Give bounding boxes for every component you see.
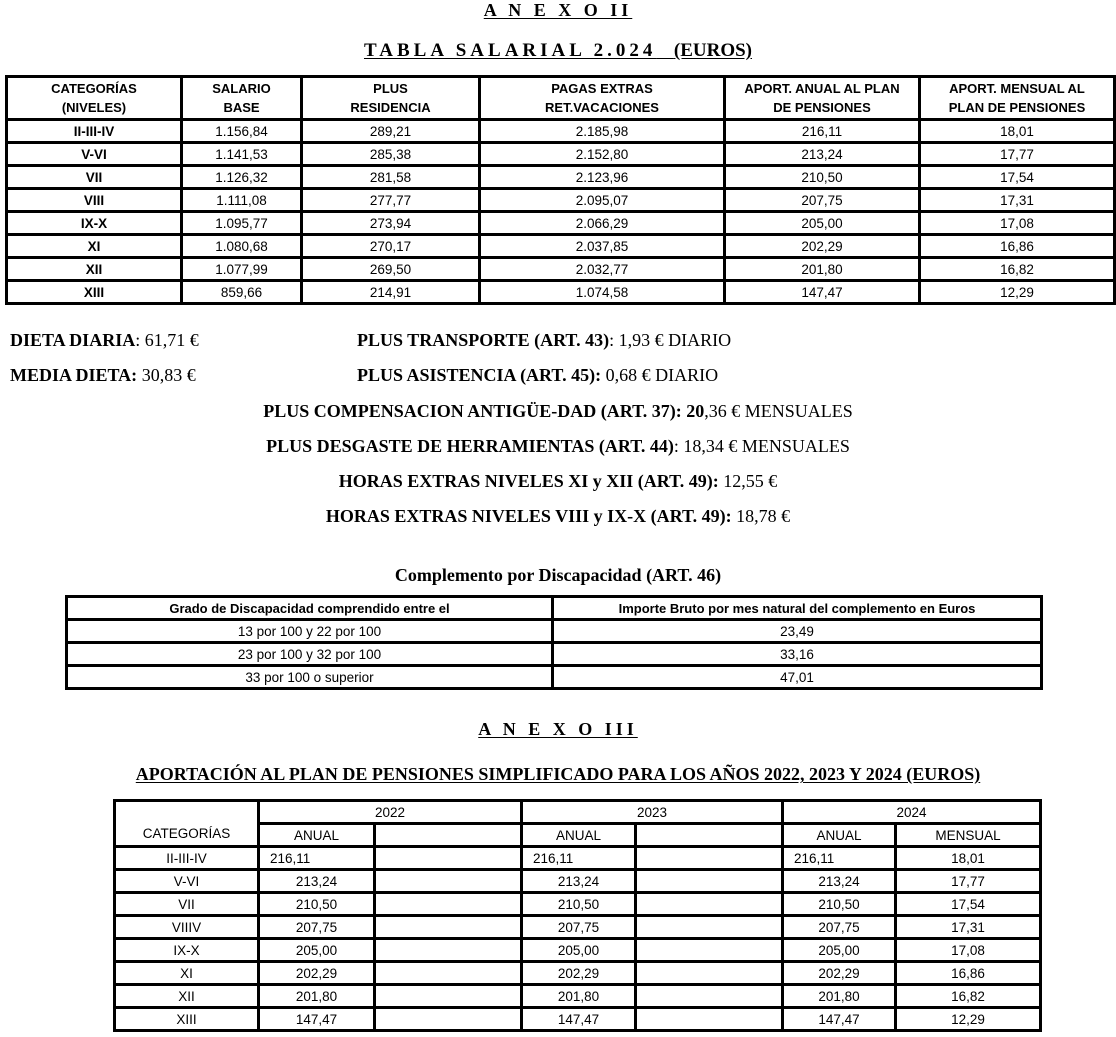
horas-extras-viii-ix: HORAS EXTRAS NIVELES VIII y IX-X (ART. 49): 18,78 €	[325, 506, 791, 526]
cell-categoria: IX-X	[7, 212, 182, 235]
subheader-2024-anual: ANUAL	[783, 824, 896, 847]
cell-2024-mensual: 17,77	[896, 870, 1041, 893]
cell-2023-anual: 202,29	[522, 962, 636, 985]
salary-table-header-row	[7, 77, 1115, 120]
cell-2024-anual: 210,50	[783, 893, 896, 916]
pension-table-row	[115, 985, 1041, 1008]
disability-table-row	[67, 643, 1042, 666]
cell-salario-base: 1.126,32	[182, 166, 302, 189]
cell-2024-mensual: 17,08	[896, 939, 1041, 962]
subheader-2022-blank	[375, 824, 522, 847]
cell-salario-base: 1.080,68	[182, 235, 302, 258]
cell-plus-residencia: 277,77	[302, 189, 480, 212]
anexo-iii-title: A N E X O III	[478, 719, 638, 739]
cell-pagas-extras: 2.123,96	[480, 166, 725, 189]
disability-table	[65, 595, 1043, 690]
cell-2024-anual: 207,75	[783, 916, 896, 939]
disability-table-row	[67, 666, 1042, 689]
cell-grado: 33 por 100 o superior	[67, 666, 553, 689]
header-importe: Importe Bruto por mes natural del complemento en Euros	[553, 597, 1042, 620]
cell-2022-anual: 205,00	[259, 939, 375, 962]
pension-table-row	[115, 1008, 1041, 1031]
cell-pagas-extras: 2.185,98	[480, 120, 725, 143]
cell-2022-blank	[375, 962, 522, 985]
cell-2023-blank	[636, 870, 783, 893]
cell-aport-mensual: 17,08	[920, 212, 1115, 235]
cell-grado: 23 por 100 y 32 por 100	[67, 643, 553, 666]
plus-compensacion: PLUS COMPENSACION ANTIGÜE-DAD (ART. 37): 20,36 € MENSUALES	[263, 401, 853, 421]
pension-table-row	[115, 847, 1041, 870]
cell-aport-mensual: 17,77	[920, 143, 1115, 166]
header-salario-base: SALARIO BASE	[182, 77, 302, 120]
cell-2024-mensual: 16,82	[896, 985, 1041, 1008]
salary-table-row	[7, 143, 1115, 166]
cell-pagas-extras: 2.032,77	[480, 258, 725, 281]
pension-table-row	[115, 870, 1041, 893]
cell-2022-blank	[375, 870, 522, 893]
cell-2024-anual: 147,47	[783, 1008, 896, 1031]
cell-2024-anual: 205,00	[783, 939, 896, 962]
cell-plus-residencia: 270,17	[302, 235, 480, 258]
cell-pagas-extras: 2.152,80	[480, 143, 725, 166]
cell-categoria: VIII	[7, 189, 182, 212]
salary-table-row	[7, 120, 1115, 143]
cell-salario-base: 1.141,53	[182, 143, 302, 166]
plus-transporte: PLUS TRANSPORTE (ART. 43): 1,93 € DIARIO	[357, 330, 732, 350]
salary-table	[5, 75, 1116, 305]
disability-title: Complemento por Discapacidad (ART. 46)	[394, 565, 722, 585]
pension-table	[113, 799, 1042, 1032]
cell-pagas-extras: 1.074,58	[480, 281, 725, 304]
cell-2023-anual: 216,11	[522, 847, 636, 870]
cell-2024-anual: 213,24	[783, 870, 896, 893]
cell-2023-blank	[636, 962, 783, 985]
cell-aport-anual: 202,29	[725, 235, 920, 258]
cell-2023-blank	[636, 1008, 783, 1031]
cell-2023-anual: 213,24	[522, 870, 636, 893]
cell-2023-blank	[636, 985, 783, 1008]
cell-2024-anual: 216,11	[783, 847, 896, 870]
header-grado: Grado de Discapacidad comprendido entre el	[67, 597, 553, 620]
cell-importe: 23,49	[553, 620, 1042, 643]
cell-2023-blank	[636, 893, 783, 916]
cell-pagas-extras: 2.095,07	[480, 189, 725, 212]
cell-plus-residencia: 269,50	[302, 258, 480, 281]
header-categorias: CATEGORÍAS	[115, 801, 259, 847]
cell-2022-blank	[375, 893, 522, 916]
cell-2022-anual: 147,47	[259, 1008, 375, 1031]
header-aport-mensual: APORT. MENSUAL AL PLAN DE PENSIONES	[920, 77, 1115, 120]
cell-aport-mensual: 17,54	[920, 166, 1115, 189]
cell-2022-anual: 201,80	[259, 985, 375, 1008]
horas-extras-xi-xii: HORAS EXTRAS NIVELES XI y XII (ART. 49): 12,55 €	[338, 471, 778, 491]
subheader-2023-blank	[636, 824, 783, 847]
cell-pagas-extras: 2.066,29	[480, 212, 725, 235]
cell-categoria: XIII	[7, 281, 182, 304]
cell-aport-anual: 201,80	[725, 258, 920, 281]
header-pagas-extras: PAGAS EXTRAS RET.VACACIONES	[480, 77, 725, 120]
cell-categoria: V-VI	[115, 870, 259, 893]
salary-table-row	[7, 258, 1115, 281]
cell-2022-blank	[375, 985, 522, 1008]
cell-categoria: IX-X	[115, 939, 259, 962]
cell-categoria: XI	[115, 962, 259, 985]
pension-table-row	[115, 916, 1041, 939]
cell-2022-anual: 210,50	[259, 893, 375, 916]
cell-aport-anual: 213,24	[725, 143, 920, 166]
pension-year-row	[115, 801, 1041, 824]
cell-categoria: VII	[7, 166, 182, 189]
salary-table-title-main: TABLA SALARIAL 2.024	[363, 40, 657, 61]
pension-table-title: APORTACIÓN AL PLAN DE PENSIONES SIMPLIFICADO PARA LOS AÑOS 2022, 2023 Y 2024 (EUROS)	[135, 764, 981, 784]
cell-categoria: XI	[7, 235, 182, 258]
cell-plus-residencia: 289,21	[302, 120, 480, 143]
cell-categoria: VII	[115, 893, 259, 916]
cell-plus-residencia: 214,91	[302, 281, 480, 304]
cell-2024-mensual: 18,01	[896, 847, 1041, 870]
cell-2024-mensual: 17,54	[896, 893, 1041, 916]
salary-table-title-suffix: (EUROS)	[673, 40, 753, 61]
cell-salario-base: 1.077,99	[182, 258, 302, 281]
cell-2024-mensual: 16,86	[896, 962, 1041, 985]
cell-aport-mensual: 16,82	[920, 258, 1115, 281]
cell-2022-anual: 202,29	[259, 962, 375, 985]
pension-table-row	[115, 893, 1041, 916]
cell-2024-mensual: 12,29	[896, 1008, 1041, 1031]
cell-2023-anual: 207,75	[522, 916, 636, 939]
anexo-ii-title: A N E X O II	[483, 0, 633, 20]
cell-categoria: XIII	[115, 1008, 259, 1031]
header-plus-residencia: PLUS RESIDENCIA	[302, 77, 480, 120]
cell-2022-anual: 216,11	[259, 847, 375, 870]
pension-table-row	[115, 939, 1041, 962]
cell-aport-mensual: 12,29	[920, 281, 1115, 304]
cell-aport-anual: 207,75	[725, 189, 920, 212]
cell-2024-anual: 202,29	[783, 962, 896, 985]
cell-categoria: VIIIV	[115, 916, 259, 939]
cell-aport-mensual: 16,86	[920, 235, 1115, 258]
dieta-diaria: DIETA DIARIA: 61,71 €	[10, 330, 199, 350]
cell-salario-base: 1.156,84	[182, 120, 302, 143]
header-categorias: CATEGORÍAS (NIVELES)	[7, 77, 182, 120]
cell-2022-anual: 213,24	[259, 870, 375, 893]
cell-categoria: XII	[7, 258, 182, 281]
cell-aport-anual: 210,50	[725, 166, 920, 189]
cell-salario-base: 859,66	[182, 281, 302, 304]
cell-2023-anual: 147,47	[522, 1008, 636, 1031]
cell-aport-mensual: 17,31	[920, 189, 1115, 212]
cell-2023-blank	[636, 939, 783, 962]
salary-table-row	[7, 166, 1115, 189]
cell-grado: 13 por 100 y 22 por 100	[67, 620, 553, 643]
cell-plus-residencia: 285,38	[302, 143, 480, 166]
salary-table-row	[7, 189, 1115, 212]
cell-pagas-extras: 2.037,85	[480, 235, 725, 258]
cell-aport-anual: 216,11	[725, 120, 920, 143]
cell-2023-anual: 210,50	[522, 893, 636, 916]
cell-plus-residencia: 273,94	[302, 212, 480, 235]
cell-aport-mensual: 18,01	[920, 120, 1115, 143]
cell-2022-blank	[375, 1008, 522, 1031]
cell-2022-anual: 207,75	[259, 916, 375, 939]
header-aport-anual: APORT. ANUAL AL PLAN DE PENSIONES	[725, 77, 920, 120]
salary-table-row	[7, 281, 1115, 304]
cell-categoria: II-III-IV	[7, 120, 182, 143]
cell-2024-mensual: 17,31	[896, 916, 1041, 939]
cell-2023-blank	[636, 916, 783, 939]
cell-importe: 33,16	[553, 643, 1042, 666]
header-year-2023: 2023	[522, 801, 783, 824]
cell-salario-base: 1.095,77	[182, 212, 302, 235]
cell-categoria: XII	[115, 985, 259, 1008]
media-dieta: MEDIA DIETA: 30,83 €	[10, 365, 196, 385]
subheader-2023-anual: ANUAL	[522, 824, 636, 847]
header-year-2022: 2022	[259, 801, 522, 824]
cell-2022-blank	[375, 916, 522, 939]
disability-table-row	[67, 620, 1042, 643]
cell-categoria: V-VI	[7, 143, 182, 166]
cell-2022-blank	[375, 939, 522, 962]
plus-desgaste: PLUS DESGASTE DE HERRAMIENTAS (ART. 44): 18,34 € MENSUALES	[266, 436, 850, 456]
header-year-2024: 2024	[783, 801, 1041, 824]
disability-header-row	[67, 597, 1042, 620]
subheader-2024-mensual: MENSUAL	[896, 824, 1041, 847]
plus-asistencia: PLUS ASISTENCIA (ART. 45): 0,68 € DIARIO	[357, 365, 719, 385]
cell-plus-residencia: 281,58	[302, 166, 480, 189]
cell-aport-anual: 147,47	[725, 281, 920, 304]
cell-2023-blank	[636, 847, 783, 870]
cell-2024-anual: 201,80	[783, 985, 896, 1008]
cell-2023-anual: 205,00	[522, 939, 636, 962]
cell-salario-base: 1.111,08	[182, 189, 302, 212]
cell-categoria: II-III-IV	[115, 847, 259, 870]
salary-table-title	[0, 40, 1116, 62]
cell-2023-anual: 201,80	[522, 985, 636, 1008]
cell-importe: 47,01	[553, 666, 1042, 689]
subheader-2022-anual: ANUAL	[259, 824, 375, 847]
salary-table-row	[7, 212, 1115, 235]
cell-aport-anual: 205,00	[725, 212, 920, 235]
salary-table-row	[7, 235, 1115, 258]
pension-table-row	[115, 962, 1041, 985]
cell-2022-blank	[375, 847, 522, 870]
